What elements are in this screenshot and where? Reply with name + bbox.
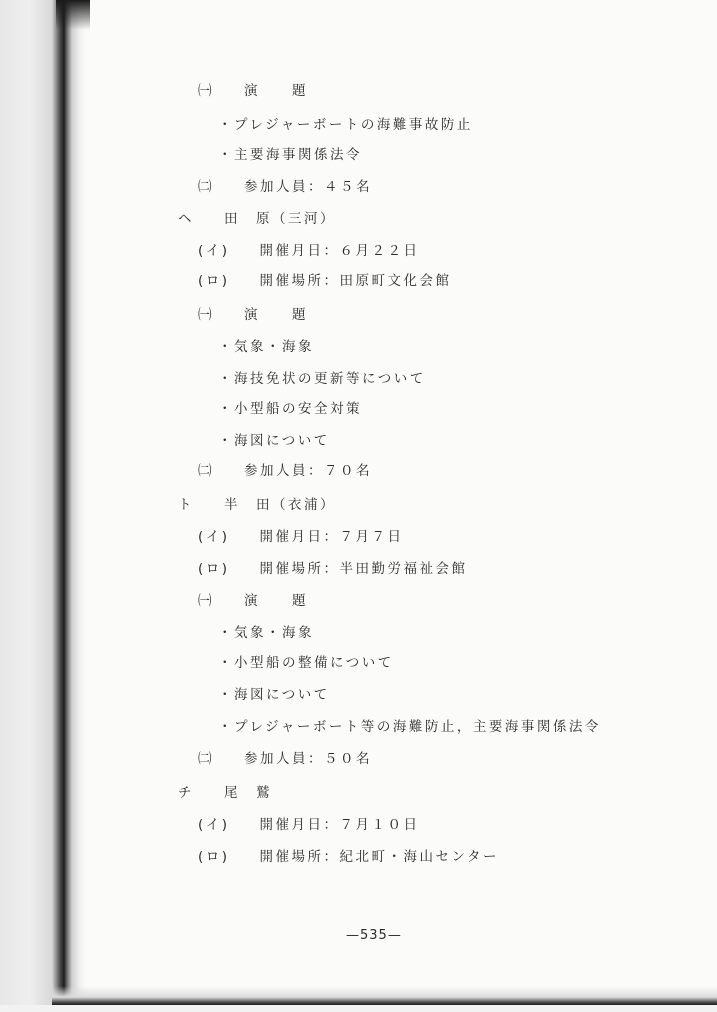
item-mark: ㈡: [198, 179, 214, 195]
item-text: 開催場所：紀北町・海山センター: [259, 849, 500, 865]
section-heading: [178, 496, 336, 514]
item-heading-speech-topics: [198, 82, 308, 100]
book-binding-shadow: [0, 0, 86, 1012]
bullet-text: ・海図について: [218, 433, 330, 449]
item-participants: [198, 750, 372, 768]
bullet-topic: [218, 686, 330, 704]
item-text: 参加人員：７０名: [244, 463, 372, 479]
item-venue: [198, 272, 452, 290]
item-mark: (イ): [198, 529, 230, 545]
item-text: 演 題: [244, 83, 308, 99]
item-date: [198, 816, 420, 834]
binding-top-shadow: [56, 0, 90, 30]
section-heading: [178, 784, 272, 802]
item-mark: ㈠: [198, 593, 214, 609]
bullet-text: ・主要海事関係法令: [218, 147, 362, 163]
item-text: 開催月日：６月２２日: [259, 243, 420, 259]
item-text: 開催場所：田原町文化会館: [259, 273, 452, 289]
item-text: 演 題: [244, 307, 308, 323]
item-text: 参加人員：５０名: [244, 751, 372, 767]
item-mark: (ロ): [198, 849, 230, 865]
item-text: 参加人員：４５名: [244, 179, 372, 195]
item-participants: [198, 462, 372, 480]
section-title: 尾 鷲: [224, 785, 272, 801]
bullet-text: ・気象・海象: [218, 339, 314, 355]
bullet-text: ・海技免状の更新等について: [218, 371, 426, 387]
bullet-topic: [218, 370, 426, 388]
item-participants: [198, 178, 372, 196]
item-date: [198, 528, 404, 546]
bullet-topic: [218, 116, 473, 134]
bullet-topic: [218, 338, 314, 356]
item-heading-speech-topics: [198, 306, 308, 324]
bullet-text: ・気象・海象: [218, 625, 314, 641]
section-mark: チ: [178, 785, 194, 801]
bullet-topic: [218, 624, 314, 642]
item-mark: (ロ): [198, 561, 230, 577]
bullet-topic: [218, 654, 394, 672]
item-text: 開催場所：半田勤労福祉会館: [259, 561, 468, 577]
item-date: [198, 242, 420, 260]
item-text: 開催月日：７月１０日: [259, 817, 420, 833]
bullet-text: ・小型船の整備について: [218, 655, 394, 671]
section-title: 半 田（衣浦）: [224, 497, 336, 513]
bullet-topic: [218, 432, 330, 450]
bullet-text: ・小型船の安全対策: [218, 401, 362, 417]
page-number: —535—: [346, 928, 402, 943]
bullet-topic: [218, 146, 362, 164]
item-mark: (イ): [198, 817, 230, 833]
section-heading: [178, 210, 336, 228]
bullet-text: ・海図について: [218, 687, 330, 703]
item-mark: ㈡: [198, 751, 214, 767]
item-mark: ㈠: [198, 83, 214, 99]
item-mark: (ロ): [198, 273, 230, 289]
item-venue: [198, 848, 499, 866]
section-title: 田 原（三河）: [224, 211, 336, 227]
bullet-topic: [218, 718, 601, 736]
item-mark: ㈠: [198, 307, 214, 323]
item-text: 演 題: [244, 593, 308, 609]
item-mark: (イ): [198, 243, 230, 259]
section-mark: ト: [178, 497, 194, 513]
page-bottom-edge-shadow: [52, 986, 717, 1006]
item-venue: [198, 560, 468, 578]
bullet-topic: [218, 400, 362, 418]
bullet-text: ・プレジャーボート等の海難防止，主要海事関係法令: [218, 719, 601, 735]
page-bottom-strip: [0, 1005, 717, 1012]
item-mark: ㈡: [198, 463, 214, 479]
bullet-text: ・プレジャーボートの海難事故防止: [218, 117, 473, 133]
item-text: 開催月日：７月７日: [259, 529, 404, 545]
item-heading-speech-topics: [198, 592, 308, 610]
section-mark: ヘ: [178, 211, 194, 227]
